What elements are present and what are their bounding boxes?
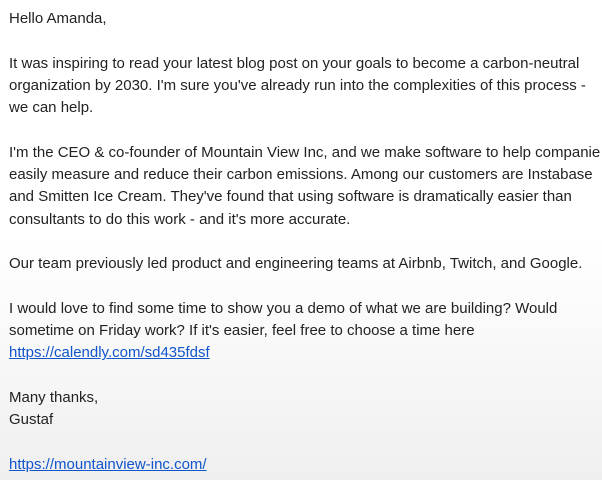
paragraph-line: we can help. (9, 99, 94, 117)
calendly-link[interactable]: https://calendly.com/sd435fdsf (9, 344, 210, 362)
spacer (9, 30, 602, 52)
paragraph-line: and Smitten Ice Cream. They've found that using software is dramatically easier than (9, 188, 572, 206)
paragraph-line: consultants to do this work - and it's more accurate. (9, 210, 351, 228)
website-link[interactable]: https://mountainview-inc.com/ (9, 455, 207, 473)
paragraph-demo (9, 298, 602, 365)
email-body (9, 8, 602, 476)
signature-name: Gustaf (9, 411, 54, 429)
paragraph-line: I'm the CEO & co-founder of Mountain View Inc, and we make software to help companie (9, 143, 601, 161)
website-link-line (9, 454, 602, 476)
spacer (9, 119, 602, 141)
paragraph-intro (9, 53, 602, 120)
spacer (9, 432, 602, 454)
paragraph-line: sometime on Friday work? If it's easier, feel free to choose a time here (9, 322, 475, 340)
spacer (9, 365, 602, 387)
paragraph-line: I would love to find some time to show you a demo of what we are building? Would (9, 299, 558, 317)
paragraph-line: It was inspiring to read your latest blog post on your goals to become a carbon-neutral (9, 54, 580, 72)
spacer (9, 231, 602, 253)
spacer (9, 276, 602, 298)
paragraph-line: organization by 2030. I'm sure you've already run into the complexities of this process - (9, 76, 586, 94)
calendly-link-line (9, 342, 602, 364)
paragraph-line: Our team previously led product and engineering teams at Airbnb, Twitch, and Google. (9, 255, 583, 273)
paragraph-team (9, 253, 602, 275)
signoff: Many thanks, (9, 389, 99, 407)
paragraph-line: easily measure and reduce their carbon emissions. Among our customers are Instabase (9, 166, 593, 184)
paragraph-company (9, 142, 602, 231)
greeting: Hello Amanda, (9, 10, 107, 27)
